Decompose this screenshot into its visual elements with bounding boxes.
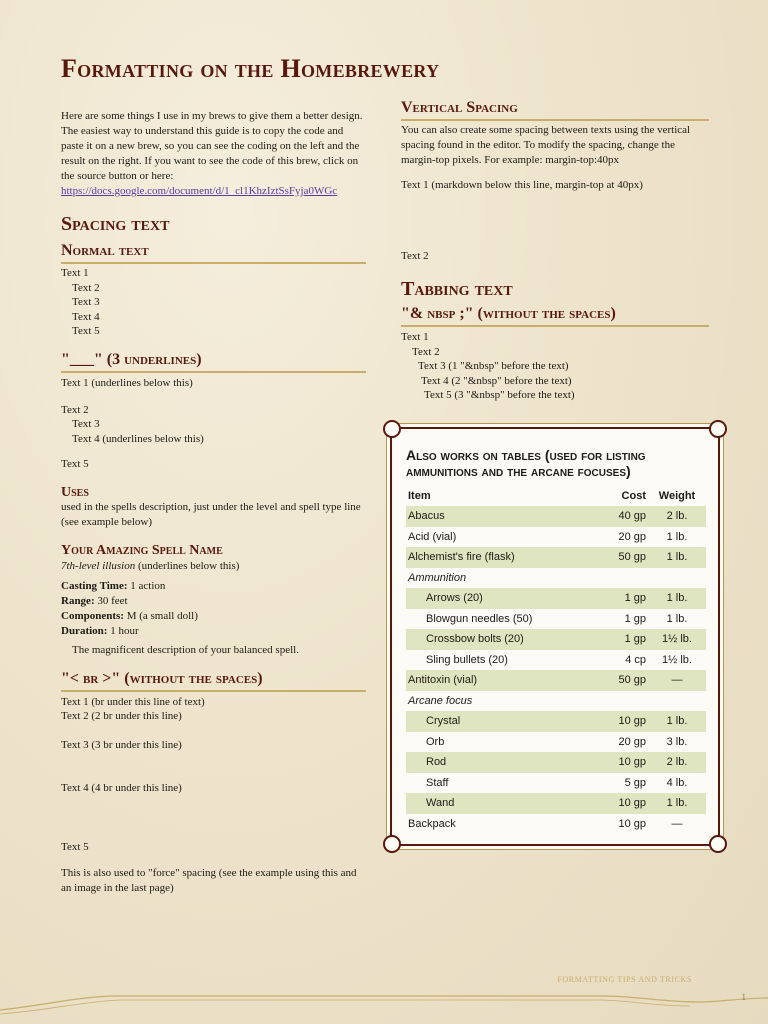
underlines-line-5: Text 5 [61,458,89,470]
corner-ornament-icon [709,420,727,438]
item-cell: Orb [426,735,445,748]
weight-cell [648,691,706,712]
cost-cell: 10 gp [586,711,648,732]
table-panel [390,427,720,846]
cost-cell: 50 gp [586,670,648,691]
spell-components-value: M (a small doll) [123,610,198,622]
nbsp-line-5: Text 5 (3 "&nbsp" before the text) [424,389,575,401]
underlines-line-2: Text 2 [61,404,89,416]
weight-cell: 2 lb. [648,506,706,527]
spell-duration-value: 1 hour [107,625,139,637]
cost-cell: 10 gp [618,817,646,830]
weight-cell: — [648,670,706,691]
nbsp-line-3: Text 3 (1 "&nbsp" before the text) [418,360,569,372]
table-row [406,814,706,835]
corner-ornament-icon [709,835,727,853]
spell-name-heading: Your Amazing Spell Name [61,543,223,558]
weight-cell: 1½ lb. [648,629,706,650]
table-row [406,670,706,691]
nbsp-line-1: Text 1 [401,331,429,343]
normal-line-5: Text 5 [72,325,100,337]
weight-cell: 1 lb. [648,793,706,814]
normal-line-1: Text 1 [61,267,89,279]
header-item: Item [408,490,431,502]
weight-cell: 1½ lb. [662,653,692,666]
uses-heading: Uses [61,485,89,500]
cost-cell: 40 gp [586,506,648,527]
weight-cell: 4 lb. [666,776,688,789]
cost-cell: 50 gp [586,547,648,568]
spell-components-label: Components: [61,610,124,622]
normal-text-heading: Normal text [61,242,366,264]
cost-cell: 20 gp [618,530,646,543]
cost-cell: 4 cp [625,653,646,666]
table-row [406,588,706,609]
table-row [406,793,706,814]
spell-range-label: Range: [61,595,95,607]
weight-cell: 1 lb. [648,588,706,609]
uses-text: used in the spells description, just under the level and spell type line (see example below) [61,501,361,528]
header-cost: Cost [621,490,646,502]
br-line-1: Text 1 (br under this line of text) [61,696,205,708]
item-cell: Ammunition [408,571,467,584]
weight-cell: 1 lb. [648,711,706,732]
spell-range-value: 30 feet [94,595,128,607]
item-cell: Rod [406,752,586,773]
table-title: Also works on tables (used for listing ammunitions and the arcane focuses) [406,447,646,479]
vertical-spacing-text: You can also create some spacing between texts using the vertical spacing found in the editor. To modify the spacing, change the margin-top pixels. For example: margin-top:40px [401,124,691,166]
spell-components [61,609,198,624]
intro-link[interactable]: https://docs.google.com/document/d/1_cl1KhzIztSsFyja0WGc [61,185,338,197]
cost-cell: 1 gp [586,588,648,609]
page-title: Formatting on the Homebrewery [61,54,440,83]
table-header-row [406,486,706,506]
nbsp-line-2: Text 2 [412,346,440,358]
nbsp-heading: "& nbsp ;" (without the spaces) [401,305,709,327]
spell-level-line [61,559,239,574]
spacing-heading: Spacing text [61,213,170,235]
br-heading: "< br >" (without the spaces) [61,670,366,692]
table-row [406,629,706,650]
weight-cell: 3 lb. [666,735,688,748]
item-cell: Alchemist's fire (flask) [406,547,586,568]
weight-cell: 1 lb. [666,530,688,543]
cost-cell: 1 gp [586,629,648,650]
br-line-3: Text 3 (3 br under this line) [61,739,182,751]
cost-cell: 10 gp [586,752,648,773]
table-row [406,773,706,794]
table-row [406,527,706,548]
br-line-2: Text 2 (2 br under this line) [61,710,182,722]
intro-paragraph [61,109,366,184]
spell-duration [61,624,139,639]
vertical-spacing-heading: Vertical Spacing [401,99,709,121]
spell-level: 7th-level illusion [61,560,136,572]
page-number: 1 [741,992,746,1002]
weight-cell [648,568,706,589]
item-cell: Arrows (20) [406,588,586,609]
normal-line-4: Text 4 [72,311,100,323]
table-row [406,650,706,671]
spell-level-note: (underlines below this) [135,560,240,572]
table-row [406,752,706,773]
item-cell: Antitoxin (vial) [406,670,586,691]
cost-cell: 10 gp [586,793,648,814]
spell-casting-label: Casting Time: [61,580,128,592]
nbsp-line-4: Text 4 (2 "&nbsp" before the text) [421,375,572,387]
equipment-table [406,486,706,834]
corner-ornament-icon [383,835,401,853]
item-cell: Backpack [408,817,456,830]
table-row [406,547,706,568]
cost-cell [586,691,648,712]
weight-cell: 1 lb. [666,612,688,625]
footer-flourish-icon [0,988,768,1018]
br-line-5: Text 5 [61,841,89,853]
cost-cell: 1 gp [624,612,646,625]
spell-casting-value: 1 action [127,580,166,592]
vertical-line-2: Text 2 [401,250,429,262]
cost-cell: 5 gp [624,776,646,789]
weight-cell: 1 lb. [648,547,706,568]
underlines-line-3: Text 3 [72,418,100,430]
weight-cell: — [671,817,683,830]
table-row [406,711,706,732]
intro-text: Here are some things I use in my brews to give them a better design. The easiest way to understand this guide is to copy the code and paste it on a new brew, so you can see the coding on the left and the result on the right. If you want to see the code of this brew, click on the source button or here: [61,110,363,182]
item-cell: Blowgun needles (50) [426,612,533,625]
item-cell: Sling bullets (20) [426,653,508,666]
table-row [406,609,706,630]
item-cell: Staff [426,776,449,789]
spell-description: The magnificent description of your balanced spell. [72,644,299,656]
cost-cell: 20 gp [618,735,646,748]
item-cell: Crystal [406,711,586,732]
spell-range [61,594,128,609]
normal-line-2: Text 2 [72,282,100,294]
cost-cell [586,568,648,589]
item-cell: Wand [406,793,586,814]
item-cell: Abacus [406,506,586,527]
item-cell: Acid (vial) [408,530,457,543]
corner-ornament-icon [383,420,401,438]
vertical-line-1: Text 1 (markdown below this line, margin-top at 40px) [401,179,643,191]
item-cell: Crossbow bolts (20) [406,629,586,650]
weight-cell: 2 lb. [648,752,706,773]
force-spacing-text: This is also used to "force" spacing (see the example using this and an image in the last page) [61,867,357,894]
spell-casting-time [61,579,165,594]
underlines-heading: "___" (3 underlines) [61,351,366,373]
footer-label: FORMATTING TIPS AND TRICKS [557,975,692,984]
table-row [406,691,706,712]
table-row [406,732,706,753]
item-cell: Arcane focus [408,694,473,707]
underlines-line-1: Text 1 (underlines below this) [61,377,193,389]
spell-duration-label: Duration: [61,625,108,637]
underlines-line-4: Text 4 (underlines below this) [72,433,204,445]
tabbing-heading: Tabbing text [401,278,513,300]
table-row [406,506,706,527]
br-line-4: Text 4 (4 br under this line) [61,782,182,794]
table-row [406,568,706,589]
normal-line-3: Text 3 [72,296,100,308]
header-weight: Weight [658,490,696,502]
